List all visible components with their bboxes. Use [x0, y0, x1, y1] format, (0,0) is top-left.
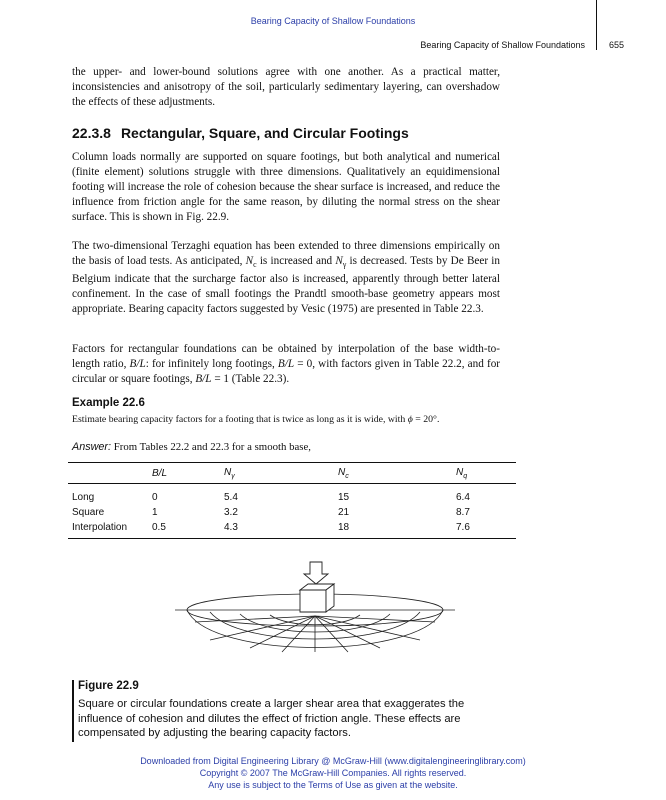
table-header-cell: B/L	[152, 467, 168, 479]
header-nq: N	[456, 466, 464, 478]
table-header-cell	[338, 463, 456, 484]
p3-text-a: The two-dimensional Terzaghi equation has been extended to three dimensions empirically on the basis of load tests. As anticipated,	[72, 240, 500, 267]
table-header-cell	[456, 463, 516, 484]
section-number: 22.3.8	[72, 125, 111, 141]
paragraph-1: the upper- and lower-bound solutions agree with one another. As a practical matter, inconsistencies and anisotropy of the soil, particularly sedimentary layering, can overshadow the effects of these adjustments.	[72, 66, 500, 108]
table-cell: 6.4	[456, 492, 470, 503]
nc-subscript: c	[253, 260, 257, 270]
footer-copyright-line: Copyright © 2007 The McGraw-Hill Companies. All rights reserved.	[199, 768, 467, 778]
table-header-cell	[224, 463, 338, 484]
p4-text-a: Factors for rectangular foundations can be obtained by interpolation of the base width-to-length ratio,	[72, 343, 500, 370]
table-cell: 7.6	[456, 522, 470, 533]
footing-block	[300, 584, 334, 612]
figure-title: Figure 22.9	[78, 680, 139, 692]
example-text-a: Estimate bearing capacity factors for a footing that is twice as long as it is wide, with	[72, 414, 408, 425]
header-divider	[596, 0, 597, 50]
answer-text: From Tables 22.2 and 22.3 for a smooth base,	[111, 441, 311, 453]
figure-shear-bowl-diagram	[170, 560, 460, 670]
table-cell: 1	[152, 507, 158, 518]
load-arrow	[304, 562, 328, 584]
bl-ratio-1: B/L	[129, 358, 146, 370]
footer-terms-line: Any use is subject to the Terms of Use as given at the website.	[208, 780, 458, 790]
table-header-row	[68, 463, 516, 484]
paragraph-2: Column loads normally are supported on square footings, but both analytical and numerical (finite element) solutions struggle with three dimensions. Qualitatively an equidimensional footing will increase the role of cohesion because the shear surface is increased, and reduce the influence from friction angle for the same reason, by diluting the normal stress on the shear surface. This is shown in Fig. 22.9.	[72, 151, 500, 223]
header-ny-sub: γ	[231, 472, 235, 480]
running-head: Bearing Capacity of Shallow Foundations	[420, 40, 585, 50]
table-header-cell	[68, 463, 152, 484]
table-cell: 18	[338, 522, 350, 533]
example-text-b: = 20°.	[412, 414, 440, 425]
caption-rule	[72, 680, 74, 742]
figure-caption: Square or circular foundations create a larger shear area that exaggerates the influence of cohesion and dilutes the effect of friction angle. These effects are compensated by adjusting the bearing capacity factors.	[78, 698, 465, 739]
p4-text-d: = 1 (Table 22.3).	[211, 373, 290, 385]
table-row	[68, 484, 516, 506]
footer-download-line: Downloaded from Digital Engineering Library @ McGraw-Hill (www.digitalengineeringlibrary.com)	[140, 756, 526, 766]
nc-symbol: N	[245, 255, 254, 267]
table-cell: 3.2	[224, 507, 238, 518]
table-cell: Square	[72, 507, 105, 518]
table-cell: 15	[338, 492, 350, 503]
p3-text-c: is decreased. Tests by De Beer in Belgium indicate that the surcharge factor also is increased, apparently through better lateral confinement. In the case of small footings the Prandtl smooth-base geometry appears most appropriate. Bearing capacity factors suggested by Vesic (1975) are presented in Table 22.3.	[72, 255, 500, 316]
ny-subscript: γ	[342, 260, 347, 270]
bl-ratio-3: B/L	[195, 373, 212, 385]
table-cell: 5.4	[224, 492, 238, 503]
table-cell: 8.7	[456, 507, 470, 518]
paragraph-3	[72, 239, 500, 317]
p4-text-c: = 0, with factors given in Table 22.2, and for circular or square footings,	[72, 358, 501, 385]
section-title: Rectangular, Square, and Circular Footings	[120, 125, 409, 141]
ny-symbol: N	[335, 255, 343, 267]
table-cell: Long	[72, 492, 95, 503]
section-heading	[72, 125, 409, 141]
example-statement	[72, 413, 512, 426]
bearing-factor-table	[68, 462, 516, 539]
page-number: 655	[609, 40, 625, 50]
bl-ratio-2: B/L	[277, 358, 295, 370]
table-cell: 21	[338, 507, 350, 518]
table-cell: Interpolation	[72, 522, 128, 533]
table-cell: 4.3	[224, 522, 238, 533]
table-row	[68, 505, 516, 520]
example-title: Example 22.6	[72, 397, 145, 409]
header-nq-sub: q	[463, 472, 468, 480]
p4-text-b: : for infinitely long footings,	[145, 358, 278, 370]
table-row	[68, 520, 516, 539]
header-nc: N	[338, 466, 346, 478]
example-answer	[72, 440, 512, 454]
phi-symbol: ϕ	[407, 414, 413, 425]
header-ny: N	[224, 466, 232, 478]
top-banner: Bearing Capacity of Shallow Foundations	[250, 16, 416, 26]
table-cell: 0	[152, 492, 158, 503]
p3-text-b: is increased and	[256, 255, 336, 267]
paragraph-4	[72, 342, 500, 387]
table-cell: 0.5	[152, 522, 166, 533]
header-nc-sub: c	[345, 472, 349, 480]
answer-label: Answer:	[72, 441, 112, 453]
